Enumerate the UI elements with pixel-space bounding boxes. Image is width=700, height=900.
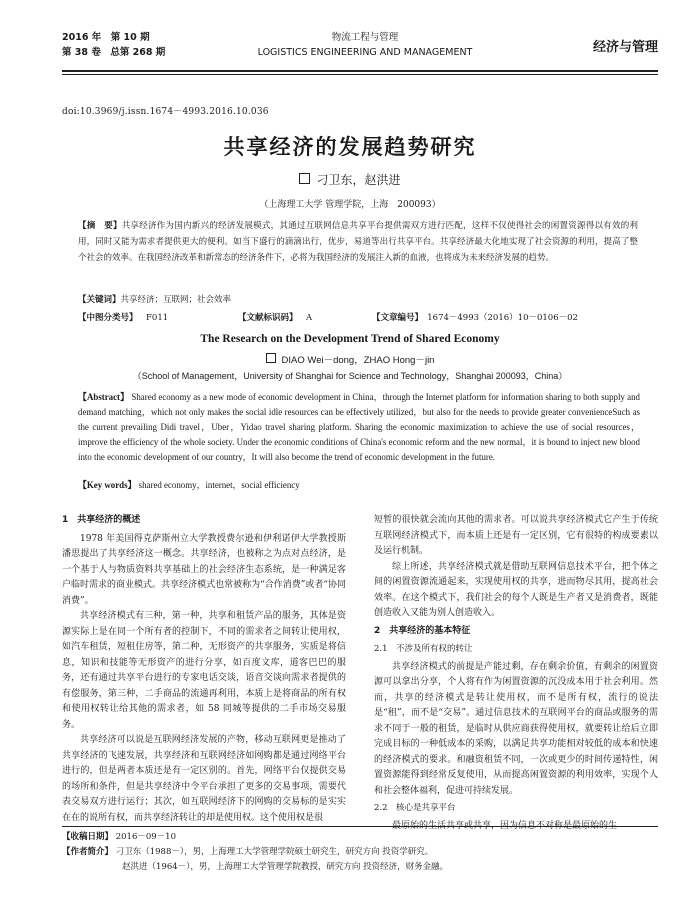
abstract-en-text: Shared economy as a new mode of economic development in China，through the Internet platform for information sharing to both supply and demand matching，which not only makes the social idle resources can be effectively utilized，but also for the needs to provide greater convenienceSuch as the current prevailing Didi travel，Uber，Yidao travel sharing platform. Sharing the economic maximization to achieve the use of social resources，improve the efficiency of the whole society. Under the economic conditions of China's economic reform and the new normal，it is bound to inject new blood into the economic development of our country，It will also become the trend of economic development in the future. [78,392,640,463]
keywords-en-label: 【Key words】 [78,480,137,490]
abstract-cn-label: 【摘 要】 [78,221,122,231]
issue-label: 第 10 期 [110,32,150,43]
paper-title-cn: 共享经济的发展趋势研究 [223,134,477,159]
article-no-value: 1674－4993（2016）10－0106－02 [427,313,578,323]
author-bio-2: 赵洪进（1964－），男，上海理工大学管理学院教授，研究方向 投资经济，财务金融。 [122,862,449,872]
section-1-heading: 1 共享经济的概述 [62,515,141,525]
header-rule [62,70,658,72]
keywords-cn [78,293,231,305]
keywords-cn-label: 【关键词】 [78,295,121,305]
paragraph: 综上所述，共享经济模式就是借助互联网信息技术平台，把个体之间的闲置资源流通起来，实现使用权的共享，进而物尽其用，提高社会效率。在这个模式下，我们社会的每个人既是生产者又是消费者，既能创造收入又能为别人创造收入。 [374,561,658,618]
abstract-en-label: 【Abstract】 [78,392,130,402]
header-rule-thin [62,74,658,75]
issue-info [62,30,165,60]
author-bio-label: 【作者简介】 [62,847,114,857]
journal-name-cn: 物流工程与管理 [331,32,399,43]
paragraph: 共享经济可以说是互联网经济发展的产物，移动互联网更是推动了共享经济的飞速发展，共享经济和互联网经济如网购都是通过网络平台进行的，但是两者本质还是有一定区别的。首先，网络平台仅提供交易的场所和条件，但是共享经济中令平台承担了更多的交易事项，需要代表交易双方进行运行；其次，如互联网经济下的网购的交易标的是实实在在的说所有权，而共享经济转让的却是使用权。这个使用权是很 [62,735,346,823]
received-label: 【收稿日期】 [62,832,114,842]
body-column-right [374,513,658,834]
paragraph: 短暂的很快就会流向其他的需求者。可以说共享经济模式它产生于传统互联网经济模式下，而本质上还是有一定区别，它有很特的构成要素以及运行机制。 [374,515,658,556]
doi: doi:10.3969/j.issn.1674－4993.2016.10.036 [62,107,269,117]
paragraph: 共享经济模式有三种，第一种，共享和租赁产品的服务，其体是资源实际上是在同一个所有者的控制下，不同的需求者之间转让使用权，如汽车租赁，短租住房等，第二种，无形资产的共享服务，实质是将信息，知识和技能等无形资产的进行分享，如百度文库，道客巴巴的服务，还有通过共享平台进行的专家电话交谈，语音交谈向需求者提供的有偿服务，第三种，二手商品的流通再利用，本质上是将商品的所有权和使用权转让给其他的需求者，如 58 同城等提供的二手市场交易服务。 [62,611,346,730]
journal-header [62,30,658,66]
journal-name [240,30,490,60]
author-marker-en-icon [266,353,276,363]
keywords-cn-text: 共享经济；互联网；社会效率 [120,295,232,305]
footnote [62,830,658,875]
doc-code-value: A [306,313,313,323]
abstract-en [78,390,640,465]
abstract-cn-text: 共享经济作为国内新兴的经济发展模式，其通过互联网信息共享平台提供需双方进行匹配，这样不仅使得社会的闲置资源得以有效的利用，同时又能为需求者提供更大的便利。如当下盛行的滴滴出行，优步，易道等出行共享平台。共享经济最大化地实现了社会资源的利用，提高了整个社会的效率。在我国经济改革和新常态的经济条件下，必将为我国经济的发展注入新的血液，也将成为未来经济发展的趋势。 [78,221,638,263]
author-marker-icon [299,173,310,184]
authors-cn-text: 刁卫东，赵洪进 [316,173,401,187]
subsection-2-1-heading: 2.1 不涉及所有权的转让 [374,644,473,654]
doc-code-label: 【文献标识码】 [238,313,298,323]
abstract-cn [78,219,638,266]
affiliation-cn: （上海理工大学 管理学院，上海 200093） [259,200,441,210]
total-issue-label: 总第 268 期 [110,47,166,58]
journal-name-en: LOGISTICS ENGINEERING AND MANAGEMENT [257,47,473,58]
authors-en [0,352,700,366]
keywords-en-text: shared economy，internet，social efficiency [138,480,300,490]
authors-en-text: DIAO Wei－dong，ZHAO Hong－jin [281,355,435,366]
keywords-en [78,478,300,491]
year-label: 2016 年 [62,32,102,43]
section-label: 经济与管理 [592,40,658,55]
received-date: 2016－09－10 [115,832,176,842]
affiliation-en: （School of Management，University of Shanghai for Science and Technology，Shanghai 200093，China） [132,371,568,381]
clc-label: 【中图分类号】 [78,313,138,323]
paragraph: 1978 年美国得克萨斯州立大学教授费尔逊和伊利诺伊大学教授斯潘思提出了共享经济这一概念。共享经济，也被称之为点对点经济，是一个基于人与物质资料共享基础上的社会经济生态系统，是一种满足客户临时需求的商业模式。共享经济模式也常被称为“合作消费”或者“协同消费”。 [62,533,346,606]
clc-value: F011 [146,313,169,323]
footer-rule [62,826,658,827]
section-2-heading: 2 共享经济的基本特征 [374,625,471,636]
authors-cn [0,171,700,188]
body-column-left [62,513,346,826]
paragraph: 共享经济模式的前提是产能过剩，存在剩余价值，有剩余的闲置资源可以拿出分享，个人将有作为闲置资源的沉没成本用于社会利用。然而，共享的经济模式是转让使用权，而不是所有权，流行的说法是“租”，而不是“交易”。通过信息技术的互联网平台的商品或服务的需求不同于一般的租赁，是临时从供应商获得使用权，就要转让给后立即完成目标的一种低成本的采购，以满足共享功能相对较低的成本和快速的经济模式的要求。和融资租赁不同，一次或更少的时间传递特性，闲置资源能得到经常反复使用，从而提高闲置资源的利用效率，实现个人和社会整体福利，促进可持续发展。 [374,661,658,796]
volume-label: 第 38 卷 [62,47,101,58]
paper-title-en: The Research on the Development Trend of Shared Economy [200,333,500,345]
article-no-label: 【文章编号】 [372,313,424,323]
subsection-2-2-heading: 2.2 核心是共享平台 [374,803,456,813]
author-bio-1: 刁卫东（1988－），男，上海理工大学管理学院硕士研究生，研究方向 投资学研究。 [115,847,434,857]
